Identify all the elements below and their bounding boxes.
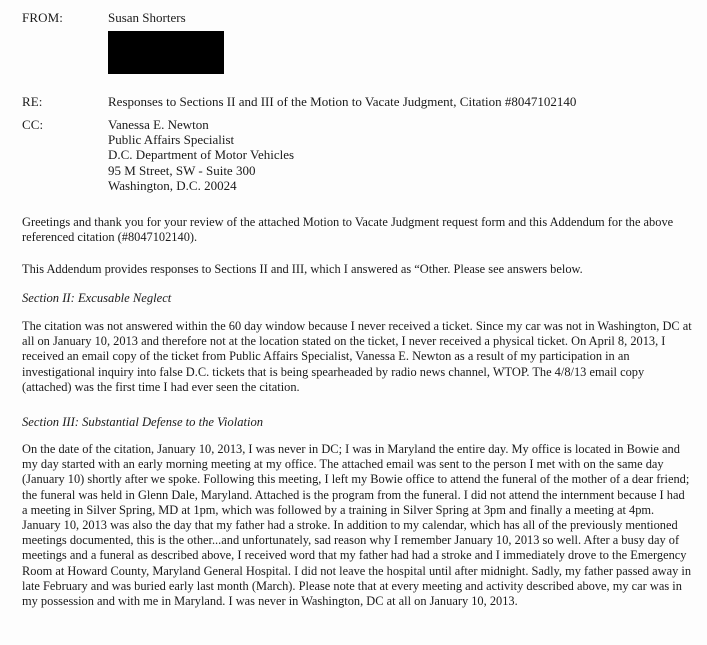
from-value: Susan Shorters [108,10,186,25]
cc-address-block [108,117,294,193]
intro-paragraph: This Addendum provides responses to Sections II and III, which I answered as “Other. Please see answers below. [22,262,583,276]
section-3-paragraph: On the date of the citation, January 10, 2013, I was never in DC; I was in Maryland the entire day. My office is located in Bowie and my day started with an early morning meeting at my office. The attached email was sent to the person I met with on the same day (January 10) shortly after we spoke. Following this meeting, I left my Bowie office to attend the funeral of the mother of a dear friend; the funeral was held in Glenn Dale, Maryland. Attached is the program from the funeral. I did not attend the internment because I had a meeting in Silver Spring, MD at 1pm, which was followed by a training in Silver Spring at 3pm and finally a meeting at 4pm. January 10, 2013 was also the day that my father had a stroke. In addition to my calendar, which has all of the previously mentioned meetings documented, this is the other...and unfortunately, sad reason why I remember January 10, 2013 so well. After a busy day of meetings and a funeral as described above, I received word that my father had had a stroke and I immediately drove to the Emergency Room at Howard County, Maryland General Hospital. I did not leave the hospital until after midnight. Sadly, my father passed away in late February and was buried early last month (March). Please note that at every meeting and activity described above, my car was in my possession and with me in Maryland. I was never in Washington, DC at all on January 10, 2013. [22,442,692,609]
re-value: Responses to Sections II and III of the Motion to Vacate Judgment, Citation #8047102140 [108,94,577,109]
cc-street: 95 M Street, SW - Suite 300 [108,162,256,178]
re-label: RE: [22,94,43,109]
section-2-paragraph: The citation was not answered within the 60 day window because I never received a ticket. Since my car was not in Washington, DC at all on January 10, 2013 and therefore not at the location stated on the ticket, I never received a physical ticket. On April 8, 2013, I received an email copy of the ticket from Public Affairs Specialist, Vanessa E. Newton as a result of my participation in an investigational inquiry into false D.C. tickets that is being spearheaded by radio news channel, WTOP. The 4/8/13 email copy (attached) was the first time I had ever seen the citation. [22,319,692,394]
cc-name: Vanessa E. Newton [108,117,209,132]
from-label: FROM: [22,10,63,25]
cc-label: CC: [22,117,44,132]
section-2-title: Section II: Excusable Neglect [22,291,172,305]
redaction-block [108,31,224,74]
section-3-title: Section III: Substantial Defense to the Violation [22,415,264,429]
greeting-paragraph: Greetings and thank you for your review of the attached Motion to Vacate Judgment request form and this Addendum for the above referenced citation (#8047102140). [22,215,674,245]
cc-organization: D.C. Department of Motor Vehicles [108,147,295,163]
cc-city: Washington, D.C. 20024 [108,177,237,193]
cc-title: Public Affairs Specialist [108,132,235,148]
